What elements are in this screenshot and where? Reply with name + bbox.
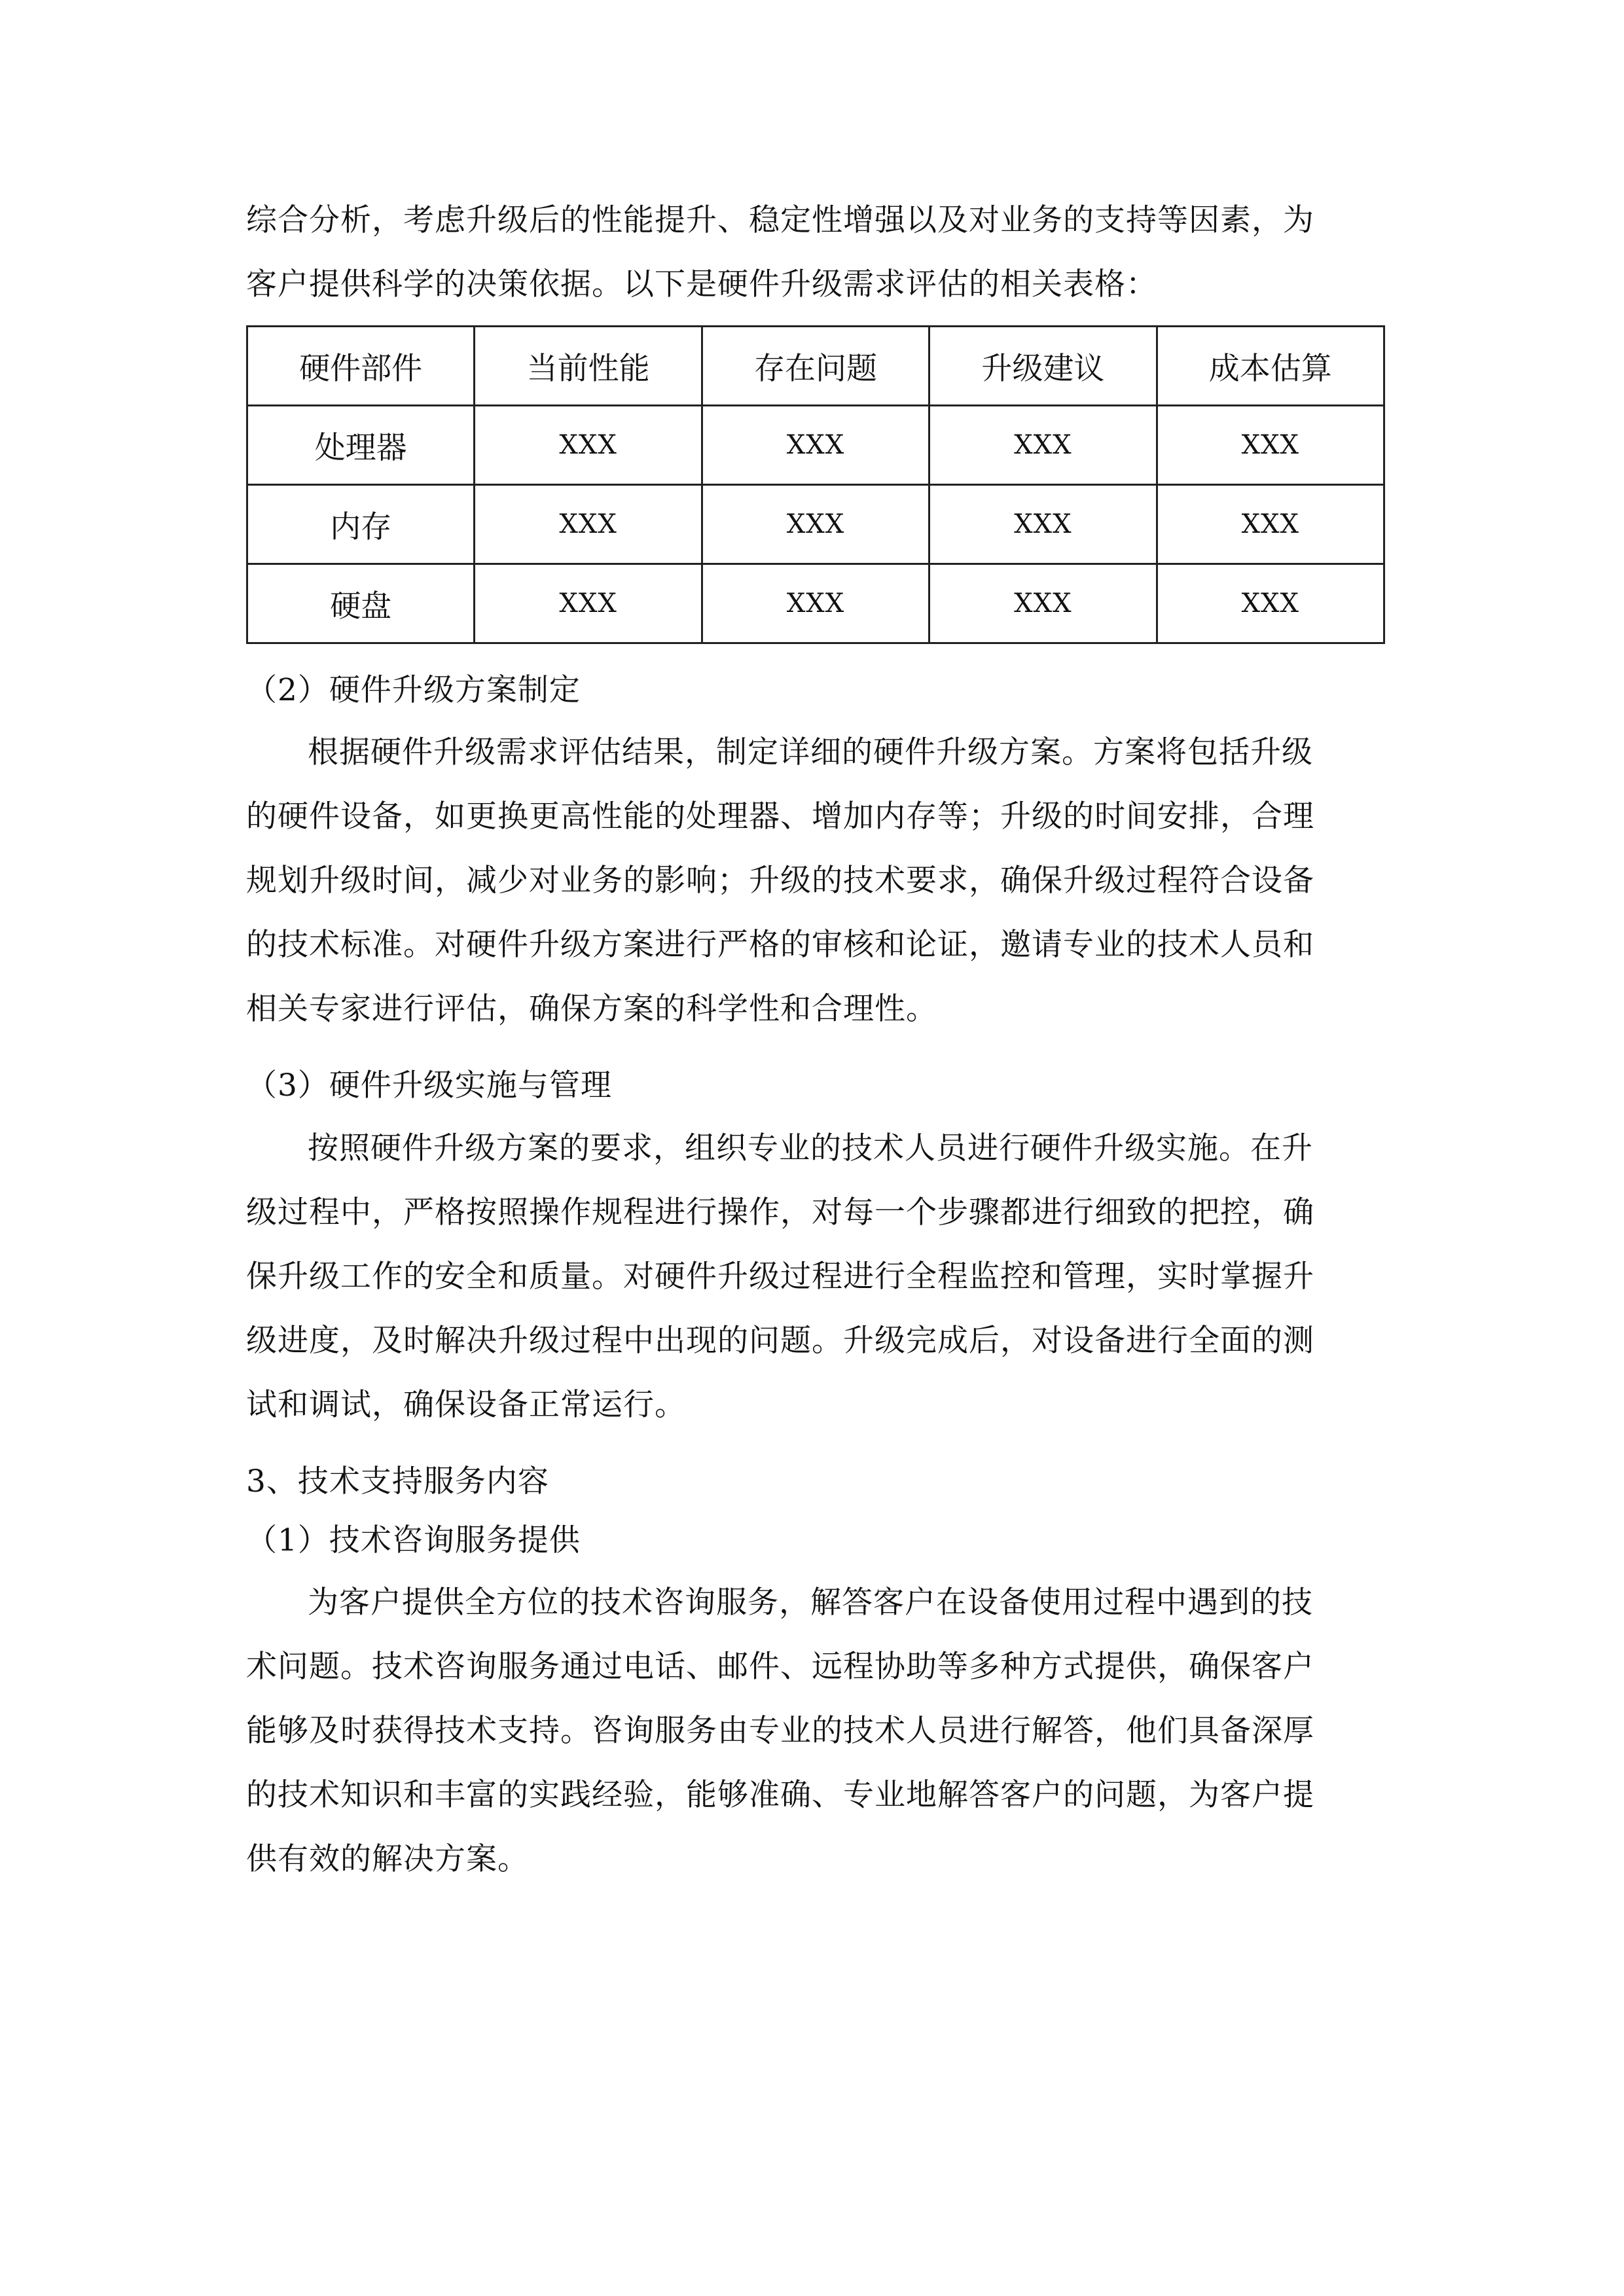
table-header-row [247, 327, 1384, 406]
table-header-cell: 升级建议 [929, 327, 1157, 406]
part-3-sub-1-line: 为客户提供全方位的技术咨询服务，解答客户在设备使用过程中遇到的技 [308, 1585, 1313, 1621]
part-3-sub-1-line: 能够及时获得技术支持。咨询服务由专业的技术人员进行解答，他们具备深厚 [246, 1713, 1314, 1749]
section-2-line: 规划升级时间，减少对业务的影响；升级的技术要求，确保升级过程符合设备 [246, 863, 1314, 899]
table-cell: XXX [475, 564, 702, 643]
section-3-line: 保升级工作的安全和质量。对硬件升级过程进行全程监控和管理，实时掌握升 [246, 1259, 1314, 1295]
table-row [247, 406, 1384, 485]
table-cell: XXX [1157, 485, 1384, 564]
table-cell: XXX [702, 564, 929, 643]
table-cell: XXX [1157, 406, 1384, 485]
section-3-title: （3）硬件升级实施与管理 [246, 1067, 612, 1103]
table-header-cell: 当前性能 [475, 327, 702, 406]
part-3-sub-1-line: 的技术知识和丰富的实践经验，能够准确、专业地解答客户的问题，为客户提 [246, 1777, 1314, 1813]
table-cell: 硬盘 [247, 564, 475, 643]
section-3-line: 级过程中，严格按照操作规程进行操作，对每一个步骤都进行细致的把控，确 [246, 1194, 1314, 1230]
table-header-cell: 存在问题 [702, 327, 929, 406]
table-cell: XXX [475, 485, 702, 564]
table-header-cell: 成本估算 [1157, 327, 1384, 406]
section-3-line: 试和调试，确保设备正常运行。 [246, 1387, 686, 1423]
table-cell: XXX [702, 485, 929, 564]
part-3-sub-1-title: （1）技术咨询服务提供 [246, 1522, 581, 1558]
intro-line-1: 综合分析，考虑升级后的性能提升、稳定性增强以及对业务的支持等因素，为 [246, 202, 1314, 238]
table-cell: 内存 [247, 485, 475, 564]
table-cell: XXX [929, 564, 1157, 643]
intro-line-2: 客户提供科学的决策依据。以下是硬件升级需求评估的相关表格： [246, 266, 1157, 302]
part-3-sub-1-line: 供有效的解决方案。 [246, 1841, 529, 1877]
table-cell: XXX [929, 485, 1157, 564]
section-3-line: 按照硬件升级方案的要求，组织专业的技术人员进行硬件升级实施。在升 [308, 1130, 1313, 1166]
part-3-title: 3、技术支持服务内容 [246, 1463, 549, 1499]
section-2-line: 的技术标准。对硬件升级方案进行严格的审核和论证，邀请专业的技术人员和 [246, 927, 1314, 963]
table-cell: XXX [475, 406, 702, 485]
table-row [247, 564, 1384, 643]
hardware-evaluation-table [246, 325, 1385, 644]
section-2-line: 根据硬件升级需求评估结果，制定详细的硬件升级方案。方案将包括升级 [308, 734, 1313, 770]
table-cell: XXX [929, 406, 1157, 485]
section-2-title: （2）硬件升级方案制定 [246, 672, 581, 708]
table-cell: XXX [702, 406, 929, 485]
table-cell: 处理器 [247, 406, 475, 485]
section-2-line: 相关专家进行评估，确保方案的科学性和合理性。 [246, 991, 937, 1027]
table-header-cell: 硬件部件 [247, 327, 475, 406]
section-2-line: 的硬件设备，如更换更高性能的处理器、增加内存等；升级的时间安排，合理 [246, 798, 1314, 834]
table-row [247, 485, 1384, 564]
section-3-line: 级进度，及时解决升级过程中出现的问题。升级完成后，对设备进行全面的测 [246, 1323, 1314, 1359]
part-3-sub-1-line: 术问题。技术咨询服务通过电话、邮件、远程协助等多种方式提供，确保客户 [246, 1649, 1314, 1685]
table-cell: XXX [1157, 564, 1384, 643]
